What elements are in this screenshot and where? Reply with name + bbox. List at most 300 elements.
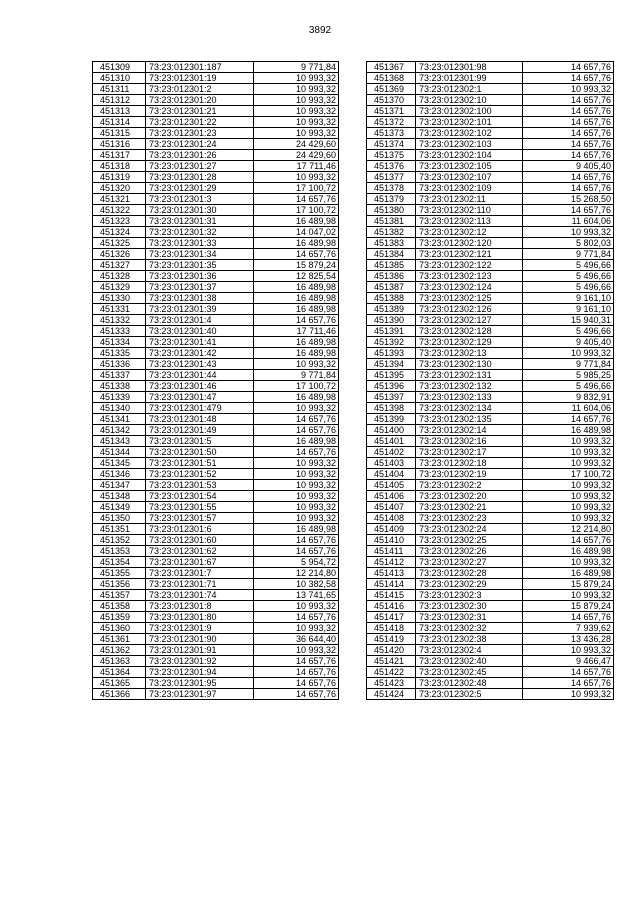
record-number-cell: 451359 [93, 612, 146, 623]
record-number-cell: 451323 [93, 216, 146, 227]
amount-cell: 12 825,54 [254, 271, 339, 282]
amount-cell: 15 879,24 [523, 601, 614, 612]
table-row [367, 271, 614, 282]
record-number-cell: 451354 [93, 557, 146, 568]
table-row [367, 425, 614, 436]
cadastral-number-cell: 73:23:012302:5 [416, 689, 523, 700]
cadastral-number-cell: 73:23:012301:32 [146, 227, 254, 238]
table-row [367, 458, 614, 469]
amount-cell: 5 496,66 [523, 271, 614, 282]
amount-cell: 16 489,98 [523, 568, 614, 579]
cadastral-number-cell: 73:23:012302:109 [416, 183, 523, 194]
amount-cell: 15 940,31 [523, 315, 614, 326]
table-row [367, 623, 614, 634]
cadastral-number-cell: 73:23:012302:11 [416, 194, 523, 205]
table-row [367, 95, 614, 106]
table-row [93, 524, 339, 535]
cadastral-number-cell: 73:23:012302:126 [416, 304, 523, 315]
record-number-cell: 451345 [93, 458, 146, 469]
cadastral-number-cell: 73:23:012302:13 [416, 348, 523, 359]
table-row [93, 348, 339, 359]
cadastral-number-cell: 73:23:012301:41 [146, 337, 254, 348]
table-row [367, 194, 614, 205]
cadastral-number-cell: 73:23:012301:49 [146, 425, 254, 436]
cadastral-number-cell: 73:23:012302:14 [416, 425, 523, 436]
record-number-cell: 451336 [93, 359, 146, 370]
cadastral-number-cell: 73:23:012301:36 [146, 271, 254, 282]
record-number-cell: 451410 [367, 535, 416, 546]
table-row [93, 667, 339, 678]
amount-cell: 24 429,60 [254, 150, 339, 161]
record-number-cell: 451358 [93, 601, 146, 612]
cadastral-number-cell: 73:23:012301:67 [146, 557, 254, 568]
amount-cell: 10 993,32 [254, 403, 339, 414]
table-row [93, 491, 339, 502]
record-number-cell: 451378 [367, 183, 416, 194]
table-row [367, 84, 614, 95]
amount-cell: 14 657,76 [254, 249, 339, 260]
cadastral-number-cell: 73:23:012301:57 [146, 513, 254, 524]
record-number-cell: 451379 [367, 194, 416, 205]
amount-cell: 17 100,72 [254, 205, 339, 216]
record-number-cell: 451350 [93, 513, 146, 524]
cadastral-number-cell: 73:23:012301:39 [146, 304, 254, 315]
table-row [367, 557, 614, 568]
table-row [93, 249, 339, 260]
amount-cell: 10 993,32 [254, 469, 339, 480]
cadastral-number-cell: 73:23:012302:31 [416, 612, 523, 623]
table-row [93, 139, 339, 150]
record-number-cell: 451309 [93, 62, 146, 73]
amount-cell: 15 879,24 [254, 260, 339, 271]
table-row [367, 436, 614, 447]
record-number-cell: 451367 [367, 62, 416, 73]
table-row [93, 315, 339, 326]
record-number-cell: 451314 [93, 117, 146, 128]
record-number-cell: 451353 [93, 546, 146, 557]
table-row [93, 458, 339, 469]
record-number-cell: 451412 [367, 557, 416, 568]
table-row [93, 337, 339, 348]
record-number-cell: 451333 [93, 326, 146, 337]
amount-cell: 5 802,03 [523, 238, 614, 249]
record-number-cell: 451357 [93, 590, 146, 601]
amount-cell: 10 993,32 [254, 128, 339, 139]
record-number-cell: 451374 [367, 139, 416, 150]
cadastral-number-cell: 73:23:012301:90 [146, 634, 254, 645]
cadastral-number-cell: 73:23:012301:92 [146, 656, 254, 667]
table-row [93, 469, 339, 480]
record-number-cell: 451322 [93, 205, 146, 216]
cadastral-number-cell: 73:23:012301:38 [146, 293, 254, 304]
table-row [367, 381, 614, 392]
cadastral-number-cell: 73:23:012301:23 [146, 128, 254, 139]
record-number-cell: 451398 [367, 403, 416, 414]
cadastral-number-cell: 73:23:012301:5 [146, 436, 254, 447]
record-number-cell: 451311 [93, 84, 146, 95]
table-row [367, 161, 614, 172]
table-row [93, 128, 339, 139]
table-row [93, 370, 339, 381]
page-number: 3892 [308, 25, 332, 36]
table-row [367, 216, 614, 227]
cadastral-number-cell: 73:23:012301:479 [146, 403, 254, 414]
cadastral-number-cell: 73:23:012302:48 [416, 678, 523, 689]
table-row [93, 183, 339, 194]
amount-cell: 14 657,76 [254, 689, 339, 700]
amount-cell: 9 161,10 [523, 304, 614, 315]
cadastral-number-cell: 73:23:012301:3 [146, 194, 254, 205]
table-row [93, 678, 339, 689]
record-number-cell: 451340 [93, 403, 146, 414]
cadastral-number-cell: 73:23:012302:135 [416, 414, 523, 425]
amount-cell: 10 993,32 [523, 557, 614, 568]
cadastral-number-cell: 73:23:012301:60 [146, 535, 254, 546]
record-number-cell: 451375 [367, 150, 416, 161]
record-number-cell: 451316 [93, 139, 146, 150]
record-number-cell: 451365 [93, 678, 146, 689]
cadastral-number-cell: 73:23:012301:44 [146, 370, 254, 381]
amount-cell: 9 832,91 [523, 392, 614, 403]
amount-cell: 16 489,98 [254, 304, 339, 315]
table-row [367, 535, 614, 546]
amount-cell: 5 496,66 [523, 282, 614, 293]
record-number-cell: 451411 [367, 546, 416, 557]
table-row [93, 238, 339, 249]
table-row [367, 403, 614, 414]
record-number-cell: 451339 [93, 392, 146, 403]
amount-cell: 14 657,76 [523, 678, 614, 689]
record-number-cell: 451363 [93, 656, 146, 667]
cadastral-number-cell: 73:23:012302:125 [416, 293, 523, 304]
table-row [367, 601, 614, 612]
record-number-cell: 451331 [93, 304, 146, 315]
cadastral-number-cell: 73:23:012302:101 [416, 117, 523, 128]
cadastral-number-cell: 73:23:012301:71 [146, 579, 254, 590]
cadastral-number-cell: 73:23:012301:98 [416, 62, 523, 73]
amount-cell: 10 993,32 [254, 95, 339, 106]
cadastral-number-cell: 73:23:012302:131 [416, 370, 523, 381]
table-row [93, 282, 339, 293]
amount-cell: 5 985,25 [523, 370, 614, 381]
record-number-cell: 451418 [367, 623, 416, 634]
table-row [93, 568, 339, 579]
table-row [93, 205, 339, 216]
record-number-cell: 451337 [93, 370, 146, 381]
table-row [367, 293, 614, 304]
record-number-cell: 451344 [93, 447, 146, 458]
cadastral-number-cell: 73:23:012302:32 [416, 623, 523, 634]
record-number-cell: 451328 [93, 271, 146, 282]
table-row [93, 227, 339, 238]
table-row [367, 656, 614, 667]
amount-cell: 14 657,76 [254, 535, 339, 546]
record-number-cell: 451321 [93, 194, 146, 205]
table-row [93, 271, 339, 282]
cadastral-number-cell: 73:23:012302:120 [416, 238, 523, 249]
amount-cell: 16 489,98 [254, 392, 339, 403]
table-row [367, 491, 614, 502]
table-row [367, 370, 614, 381]
cadastral-number-cell: 73:23:012302:30 [416, 601, 523, 612]
cadastral-number-cell: 73:23:012302:27 [416, 557, 523, 568]
cadastral-number-cell: 73:23:012302:113 [416, 216, 523, 227]
amount-cell: 12 214,80 [254, 568, 339, 579]
table-row [93, 304, 339, 315]
table-row [93, 656, 339, 667]
table-row [93, 172, 339, 183]
amount-cell: 17 100,72 [523, 469, 614, 480]
record-number-cell: 451329 [93, 282, 146, 293]
record-number-cell: 451371 [367, 106, 416, 117]
amount-cell: 10 993,32 [523, 513, 614, 524]
cadastral-number-cell: 73:23:012302:107 [416, 172, 523, 183]
cadastral-number-cell: 73:23:012301:43 [146, 359, 254, 370]
record-number-cell: 451383 [367, 238, 416, 249]
table-row [367, 249, 614, 260]
table-row [93, 612, 339, 623]
table-row [93, 150, 339, 161]
table-row [367, 117, 614, 128]
table-row [93, 161, 339, 172]
table-row [93, 326, 339, 337]
amount-cell: 10 993,32 [254, 73, 339, 84]
amount-cell: 13 741,65 [254, 590, 339, 601]
amount-cell: 10 993,32 [254, 106, 339, 117]
cadastral-number-cell: 73:23:012301:91 [146, 645, 254, 656]
cadastral-number-cell: 73:23:012301:97 [146, 689, 254, 700]
cadastral-number-cell: 73:23:012301:99 [416, 73, 523, 84]
amount-cell: 14 657,76 [523, 183, 614, 194]
cadastral-number-cell: 73:23:012302:130 [416, 359, 523, 370]
amount-cell: 9 405,40 [523, 161, 614, 172]
amount-cell: 14 657,76 [523, 414, 614, 425]
record-number-cell: 451404 [367, 469, 416, 480]
table-row [367, 150, 614, 161]
amount-cell: 10 993,32 [254, 502, 339, 513]
table-row [93, 645, 339, 656]
record-number-cell: 451376 [367, 161, 416, 172]
cadastral-number-cell: 73:23:012301:47 [146, 392, 254, 403]
table-row [367, 524, 614, 535]
cadastral-number-cell: 73:23:012302:45 [416, 667, 523, 678]
amount-cell: 10 993,32 [254, 458, 339, 469]
record-number-cell: 451369 [367, 84, 416, 95]
record-number-cell: 451332 [93, 315, 146, 326]
amount-cell: 16 489,98 [523, 425, 614, 436]
record-number-cell: 451364 [93, 667, 146, 678]
record-number-cell: 451312 [93, 95, 146, 106]
table-row [367, 348, 614, 359]
table-row [93, 447, 339, 458]
record-number-cell: 451399 [367, 414, 416, 425]
amount-cell: 16 489,98 [254, 524, 339, 535]
table-row [93, 117, 339, 128]
amount-cell: 5 496,66 [523, 260, 614, 271]
amount-cell: 14 657,76 [523, 612, 614, 623]
amount-cell: 14 657,76 [254, 546, 339, 557]
table-row [367, 502, 614, 513]
cadastral-number-cell: 73:23:012302:23 [416, 513, 523, 524]
record-number-cell: 451380 [367, 205, 416, 216]
amount-cell: 24 429,60 [254, 139, 339, 150]
amount-cell: 14 657,76 [523, 117, 614, 128]
record-number-cell: 451310 [93, 73, 146, 84]
amount-cell: 10 382,58 [254, 579, 339, 590]
record-number-cell: 451403 [367, 458, 416, 469]
record-number-cell: 451388 [367, 293, 416, 304]
amount-cell: 10 993,32 [523, 590, 614, 601]
record-number-cell: 451416 [367, 601, 416, 612]
cadastral-number-cell: 73:23:012302:38 [416, 634, 523, 645]
amount-cell: 14 657,76 [254, 425, 339, 436]
record-number-cell: 451373 [367, 128, 416, 139]
amount-cell: 14 657,76 [523, 535, 614, 546]
table-row [367, 106, 614, 117]
table-row [367, 62, 614, 73]
cadastral-number-cell: 73:23:012302:16 [416, 436, 523, 447]
table-row [93, 414, 339, 425]
cadastral-number-cell: 73:23:012301:24 [146, 139, 254, 150]
cadastral-number-cell: 73:23:012301:20 [146, 95, 254, 106]
cadastral-number-cell: 73:23:012301:187 [146, 62, 254, 73]
amount-cell: 10 993,32 [254, 601, 339, 612]
amount-cell: 10 993,32 [254, 491, 339, 502]
cadastral-number-cell: 73:23:012301:95 [146, 678, 254, 689]
table-row [367, 634, 614, 645]
cadastral-number-cell: 73:23:012302:10 [416, 95, 523, 106]
record-number-cell: 451318 [93, 161, 146, 172]
amount-cell: 36 644,40 [254, 634, 339, 645]
table-row [367, 414, 614, 425]
cadastral-number-cell: 73:23:012301:30 [146, 205, 254, 216]
record-number-cell: 451341 [93, 414, 146, 425]
table-row [93, 425, 339, 436]
record-number-cell: 451420 [367, 645, 416, 656]
amount-cell: 9 771,84 [523, 249, 614, 260]
amount-cell: 10 993,32 [523, 436, 614, 447]
cadastral-number-cell: 73:23:012302:133 [416, 392, 523, 403]
right-ledger-table [366, 61, 614, 700]
record-number-cell: 451352 [93, 535, 146, 546]
record-number-cell: 451393 [367, 348, 416, 359]
table-row [93, 513, 339, 524]
cadastral-number-cell: 73:23:012301:46 [146, 381, 254, 392]
table-row [93, 260, 339, 271]
cadastral-number-cell: 73:23:012301:31 [146, 216, 254, 227]
table-row [93, 392, 339, 403]
left-ledger-table [92, 61, 339, 700]
amount-cell: 17 100,72 [254, 183, 339, 194]
amount-cell: 10 993,32 [523, 689, 614, 700]
cadastral-number-cell: 73:23:012301:37 [146, 282, 254, 293]
record-number-cell: 451417 [367, 612, 416, 623]
amount-cell: 15 879,24 [523, 579, 614, 590]
amount-cell: 14 657,76 [254, 194, 339, 205]
cadastral-number-cell: 73:23:012302:21 [416, 502, 523, 513]
table-row [367, 392, 614, 403]
cadastral-number-cell: 73:23:012302:40 [416, 656, 523, 667]
cadastral-number-cell: 73:23:012301:50 [146, 447, 254, 458]
record-number-cell: 451338 [93, 381, 146, 392]
amount-cell: 16 489,98 [254, 348, 339, 359]
record-number-cell: 451356 [93, 579, 146, 590]
cadastral-number-cell: 73:23:012301:62 [146, 546, 254, 557]
cadastral-number-cell: 73:23:012302:124 [416, 282, 523, 293]
cadastral-number-cell: 73:23:012301:6 [146, 524, 254, 535]
table-row [367, 546, 614, 557]
cadastral-number-cell: 73:23:012301:34 [146, 249, 254, 260]
record-number-cell: 451351 [93, 524, 146, 535]
table-row [367, 689, 614, 700]
record-number-cell: 451415 [367, 590, 416, 601]
record-number-cell: 451319 [93, 172, 146, 183]
record-number-cell: 451423 [367, 678, 416, 689]
table-row [367, 172, 614, 183]
amount-cell: 9 161,10 [523, 293, 614, 304]
record-number-cell: 451384 [367, 249, 416, 260]
cadastral-number-cell: 73:23:012302:102 [416, 128, 523, 139]
amount-cell: 14 657,76 [523, 73, 614, 84]
record-number-cell: 451386 [367, 271, 416, 282]
amount-cell: 10 993,32 [254, 513, 339, 524]
cadastral-number-cell: 73:23:012302:29 [416, 579, 523, 590]
record-number-cell: 451326 [93, 249, 146, 260]
record-number-cell: 451313 [93, 106, 146, 117]
record-number-cell: 451355 [93, 568, 146, 579]
table-row [367, 645, 614, 656]
record-number-cell: 451408 [367, 513, 416, 524]
cadastral-number-cell: 73:23:012301:2 [146, 84, 254, 95]
table-row [367, 315, 614, 326]
cadastral-number-cell: 73:23:012301:26 [146, 150, 254, 161]
table-row [93, 601, 339, 612]
table-row [93, 546, 339, 557]
record-number-cell: 451382 [367, 227, 416, 238]
table-row [93, 535, 339, 546]
cadastral-number-cell: 73:23:012302:1 [416, 84, 523, 95]
amount-cell: 10 993,32 [254, 480, 339, 491]
amount-cell: 10 993,32 [254, 359, 339, 370]
table-row [93, 106, 339, 117]
record-number-cell: 451401 [367, 436, 416, 447]
amount-cell: 10 993,32 [254, 623, 339, 634]
cadastral-number-cell: 73:23:012302:25 [416, 535, 523, 546]
table-row [367, 667, 614, 678]
amount-cell: 5 496,66 [523, 326, 614, 337]
cadastral-number-cell: 73:23:012302:2 [416, 480, 523, 491]
cadastral-number-cell: 73:23:012301:54 [146, 491, 254, 502]
amount-cell: 10 993,32 [523, 84, 614, 95]
record-number-cell: 451394 [367, 359, 416, 370]
amount-cell: 17 711,46 [254, 326, 339, 337]
amount-cell: 14 657,76 [254, 414, 339, 425]
table-row [367, 590, 614, 601]
amount-cell: 11 604,06 [523, 403, 614, 414]
amount-cell: 14 047,02 [254, 227, 339, 238]
cadastral-number-cell: 73:23:012302:4 [416, 645, 523, 656]
record-number-cell: 451368 [367, 73, 416, 84]
cadastral-number-cell: 73:23:012302:132 [416, 381, 523, 392]
record-number-cell: 451409 [367, 524, 416, 535]
record-number-cell: 451360 [93, 623, 146, 634]
table-row [367, 205, 614, 216]
table-row [367, 359, 614, 370]
cadastral-number-cell: 73:23:012301:19 [146, 73, 254, 84]
table-row [367, 480, 614, 491]
cadastral-number-cell: 73:23:012302:134 [416, 403, 523, 414]
amount-cell: 16 489,98 [254, 337, 339, 348]
